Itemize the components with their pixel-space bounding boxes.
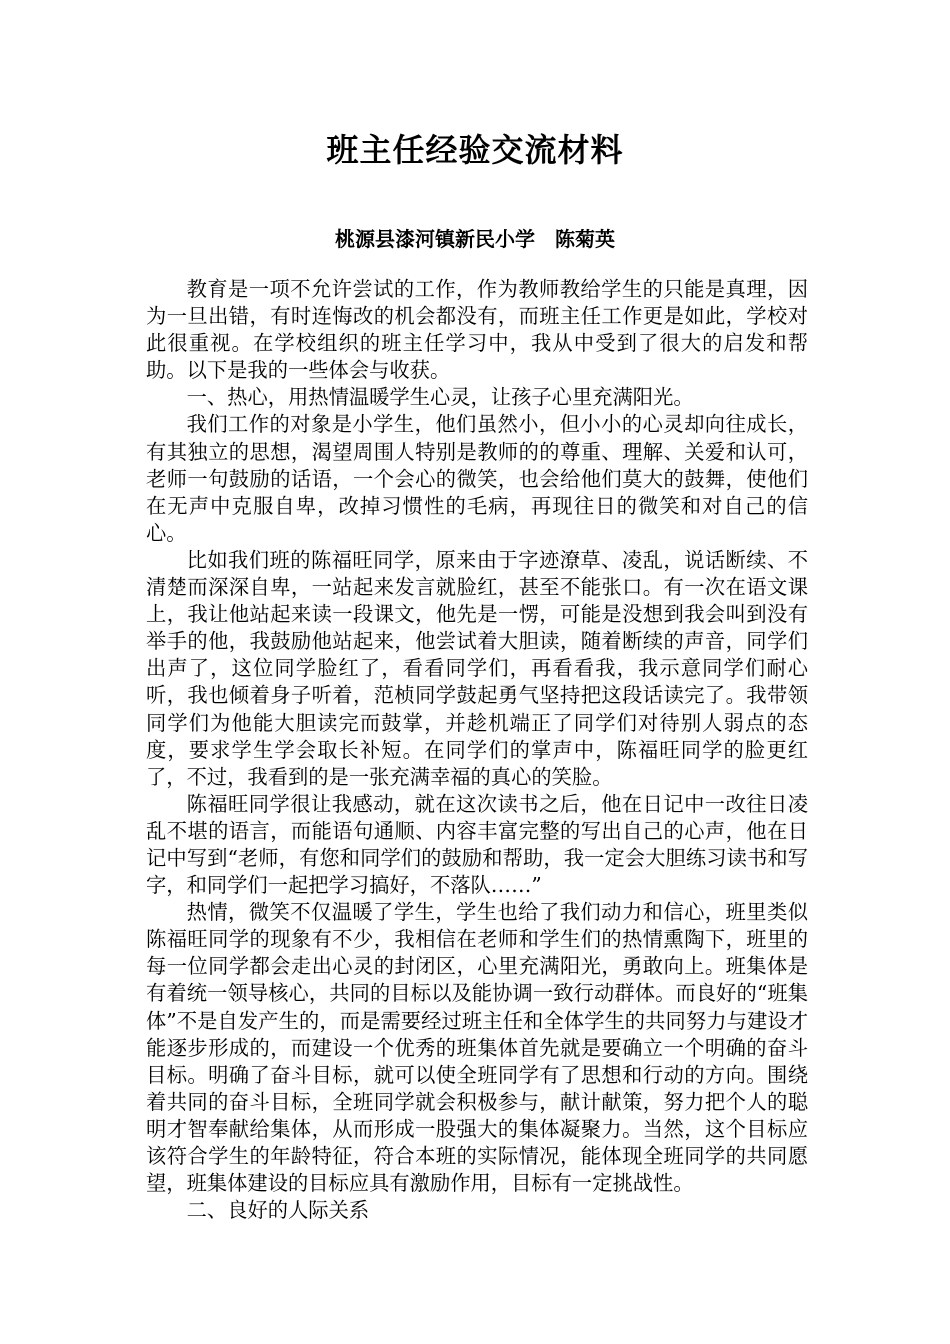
- paragraph: 比如我们班的陈福旺同学，原来由于字迹潦草、凌乱，说话断续、不清楚而深深自卑，一站起来发言就脸红，甚至不能张口。有一次在语文课上，我让他站起来读一段课文，他先是一愣，可能是没想到我会叫到没有举手的他，我鼓励他站起来，他尝试着大胆读，随着断续的声音，同学们出声了，这位同学脸红了，看看同学们，再看看我，我示意同学们耐心听，我也倾着身子听着，范桢同学鼓起勇气坚持把这段话读完了。我带领同学们为他能大胆读完而鼓掌，并趁机端正了同学们对待别人弱点的态度，要求学生学会取长补短。在同学们的掌声中，陈福旺同学的脸更红了，不过，我看到的是一张充满幸福的真心的笑脸。: [146, 547, 808, 789]
- author-byline: 桃源县漆河镇新民小学 陈菊英: [335, 227, 615, 251]
- document-body: [146, 276, 808, 1224]
- paragraph: 我们工作的对象是小学生，他们虽然小，但小小的心灵却向往成长，有其独立的思想，渴望周围人特别是教师的的尊重、理解、关爱和认可，老师一句鼓励的话语，一个会心的微笑，也会给他们莫大的鼓舞，使他们在无声中克服自卑，改掉习惯性的毛病，再现往日的微笑和对自己的信心。: [146, 412, 808, 545]
- section-heading-1: 一、热心，用热情温暖学生心灵，让孩子心里充满阳光。: [186, 385, 694, 410]
- paragraph: 热情，微笑不仅温暖了学生，学生也给了我们动力和信心，班里类似陈福旺同学的现象有不少，我相信在老师和学生们的热情熏陶下，班里的每一位同学都会走出心灵的封闭区，心里充满阳光，勇敢向上。班集体是有着统一领导核心，共同的目标以及能协调一致行动群体。而良好的“班集体”不是自发产生的，而是需要经过班主任和全体学生的共同努力与建设才能逐步形成的，而建设一个优秀的班集体首先就是要确立一个明确的奋斗目标。明确了奋斗目标，就可以使全班同学有了思想和行动的方向。围绕着共同的奋斗目标，全班同学就会积极参与，献计献策，努力把个人的聪明才智奉献给集体，从而形成一股强大的集体凝聚力。当然，这个目标应该符合学生的年龄特征，符合本班的实际情况，能体现全班同学的共同愿望，班集体建设的目标应具有激励作用，目标有一定挑战性。: [146, 900, 808, 1196]
- document-title: 班主任经验交流材料: [326, 131, 624, 169]
- paragraph: 陈福旺同学很让我感动，就在这次读书之后，他在日记中一改往日凌乱不堪的语言，而能语句通顺、内容丰富完整的写出自己的心声，他在日记中写到“老师，有您和同学们的鼓励和帮助，我一定会大胆练习读书和写字，和同学们一起把学习搞好，不落队……”: [146, 791, 808, 898]
- section-heading-2: 二、良好的人际关系: [186, 1198, 370, 1223]
- paragraph-intro: 教育是一项不允许尝试的工作，作为教师教给学生的只能是真理，因为一旦出错，有时连悔改的机会都没有，而班主任工作更是如此，学校对此很重视。在学校组织的班主任学习中，我从中受到了很大的启发和帮助。以下是我的一些体会与收获。: [146, 277, 808, 383]
